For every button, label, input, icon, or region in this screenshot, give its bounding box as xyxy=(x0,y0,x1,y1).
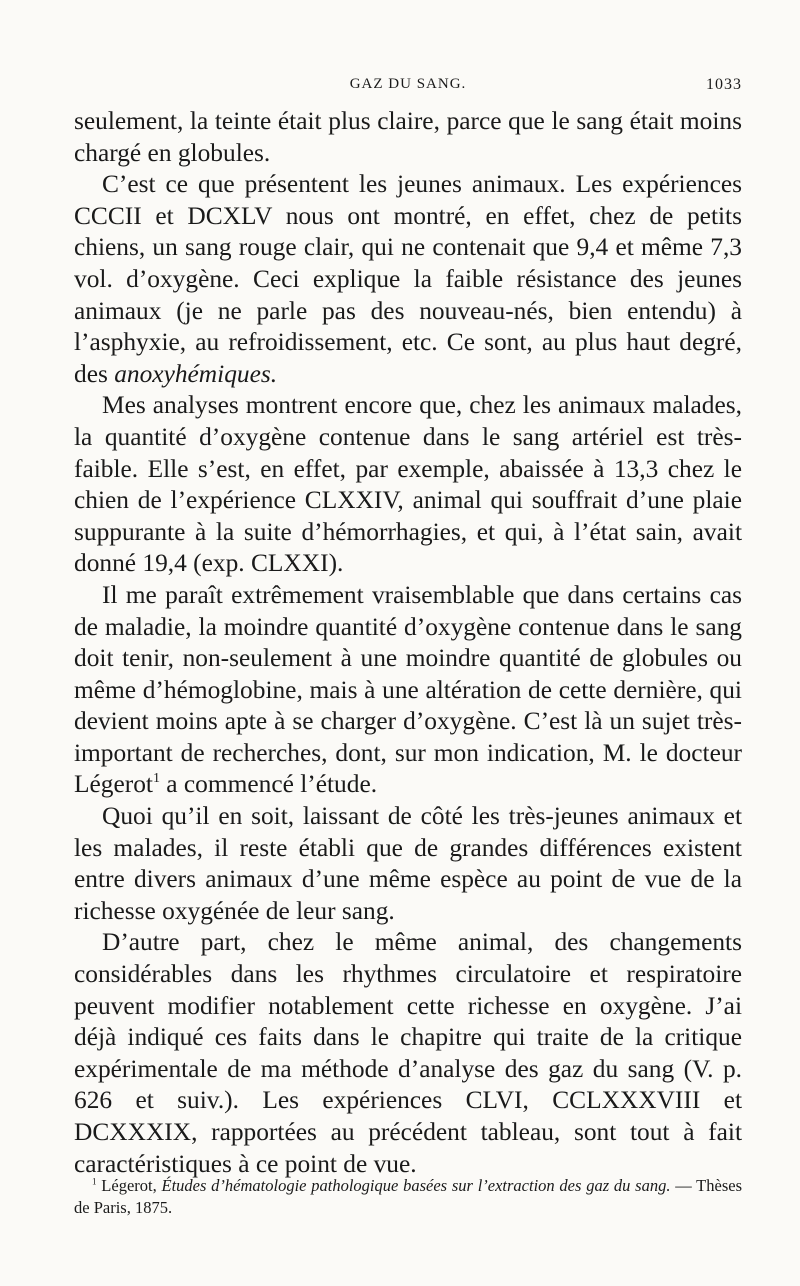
footnote-author: Légerot, xyxy=(101,1176,157,1195)
paragraph xyxy=(74,390,742,580)
paragraph-text: D’autre part, chez le même animal, des changements considérables dans les rhythmes circulatoire et respiratoire peuvent modifier notablement cette richesse en oxygène. J’ai déjà indiqué ces faits dans le chapitre qui traite de la critique expérimentale de ma méthode d’analyse des gaz du sang (V. p. 626 et suiv.). Les expériences CLVI, CCLXXXVIII et DCXXXIX, rapportées au précédent tableau, sont tout à fait caractéristiques à ce point de vue. xyxy=(74,928,742,1178)
footnote-mark: 1 xyxy=(92,1176,97,1187)
footnote-source: — Thèses de Paris, 1875. xyxy=(74,1176,743,1217)
body-text xyxy=(74,106,742,1180)
footnote-reference[interactable]: 1 xyxy=(152,771,160,787)
paragraph-text: C’est ce que présentent les jeunes animaux. Les expériences CCCII et DCXLV nous ont montré, en effet, chez de petits chiens, un sang rouge clair, qui ne contenait que 9,4 et même 7,3 vol. d’oxygène. Ceci explique la faible résistance des jeunes animaux (je ne parle pas des nouveau-nés, bien entendu) à l’asphyxie, au refroidissement, etc. Ce sont, au plus haut degré, des xyxy=(74,170,742,388)
paragraph xyxy=(74,106,742,169)
footnote-title: Études d’hématologie pathologique basées sur l’extraction des gaz du sang. xyxy=(161,1176,671,1195)
paragraph-text: a commencé l’étude. xyxy=(159,770,378,799)
footnote xyxy=(74,1175,742,1219)
paragraph-text: Quoi qu’il en soit, laissant de côté les très-jeunes animaux et les malades, il reste établi que de grandes différences existent entre divers animaux d’une même espèce au point de vue de la richesse oxygénée de leur sang. xyxy=(74,802,742,925)
paragraph xyxy=(74,801,742,927)
running-header xyxy=(74,76,742,100)
paragraph xyxy=(74,580,742,801)
paragraph-text: Il me paraît extrêmement vraisemblable que dans certains cas de maladie, la moindre quantité d’oxygène contenue dans le sang doit tenir, non-seulement à une moindre quantité de globules ou même d’hémoglobine, mais à une altération de cette dernière, qui devient moins apte à se charger d’oxygène. C’est là un sujet très-important de recherches, dont, sur mon indication, M. le docteur Légerot xyxy=(74,580,742,799)
footnote-text xyxy=(74,1175,742,1219)
page-number: 1033 xyxy=(706,76,742,93)
paragraph-text: Mes analyses montrent encore que, chez les animaux malades, la quantité d’oxygène contenue dans le sang artériel est très-faible. Elle s’est, en effet, par exemple, abaissée à 13,3 chez le chien de l’expérience CLXXIV, animal qui souffrait d’une plaie suppurante à la suite d’hémorrhagies, et qui, à l’état sain, avait donné 19,4 (exp. CLXXI). xyxy=(74,391,742,578)
running-title: GAZ DU SANG. xyxy=(349,76,467,92)
paragraph-text: seulement, la teinte était plus claire, parce que le sang était moins chargé en globules. xyxy=(74,107,742,167)
paragraph xyxy=(74,927,742,1180)
paragraph xyxy=(74,169,742,390)
italic-term: anoxyhémiques. xyxy=(114,359,278,388)
